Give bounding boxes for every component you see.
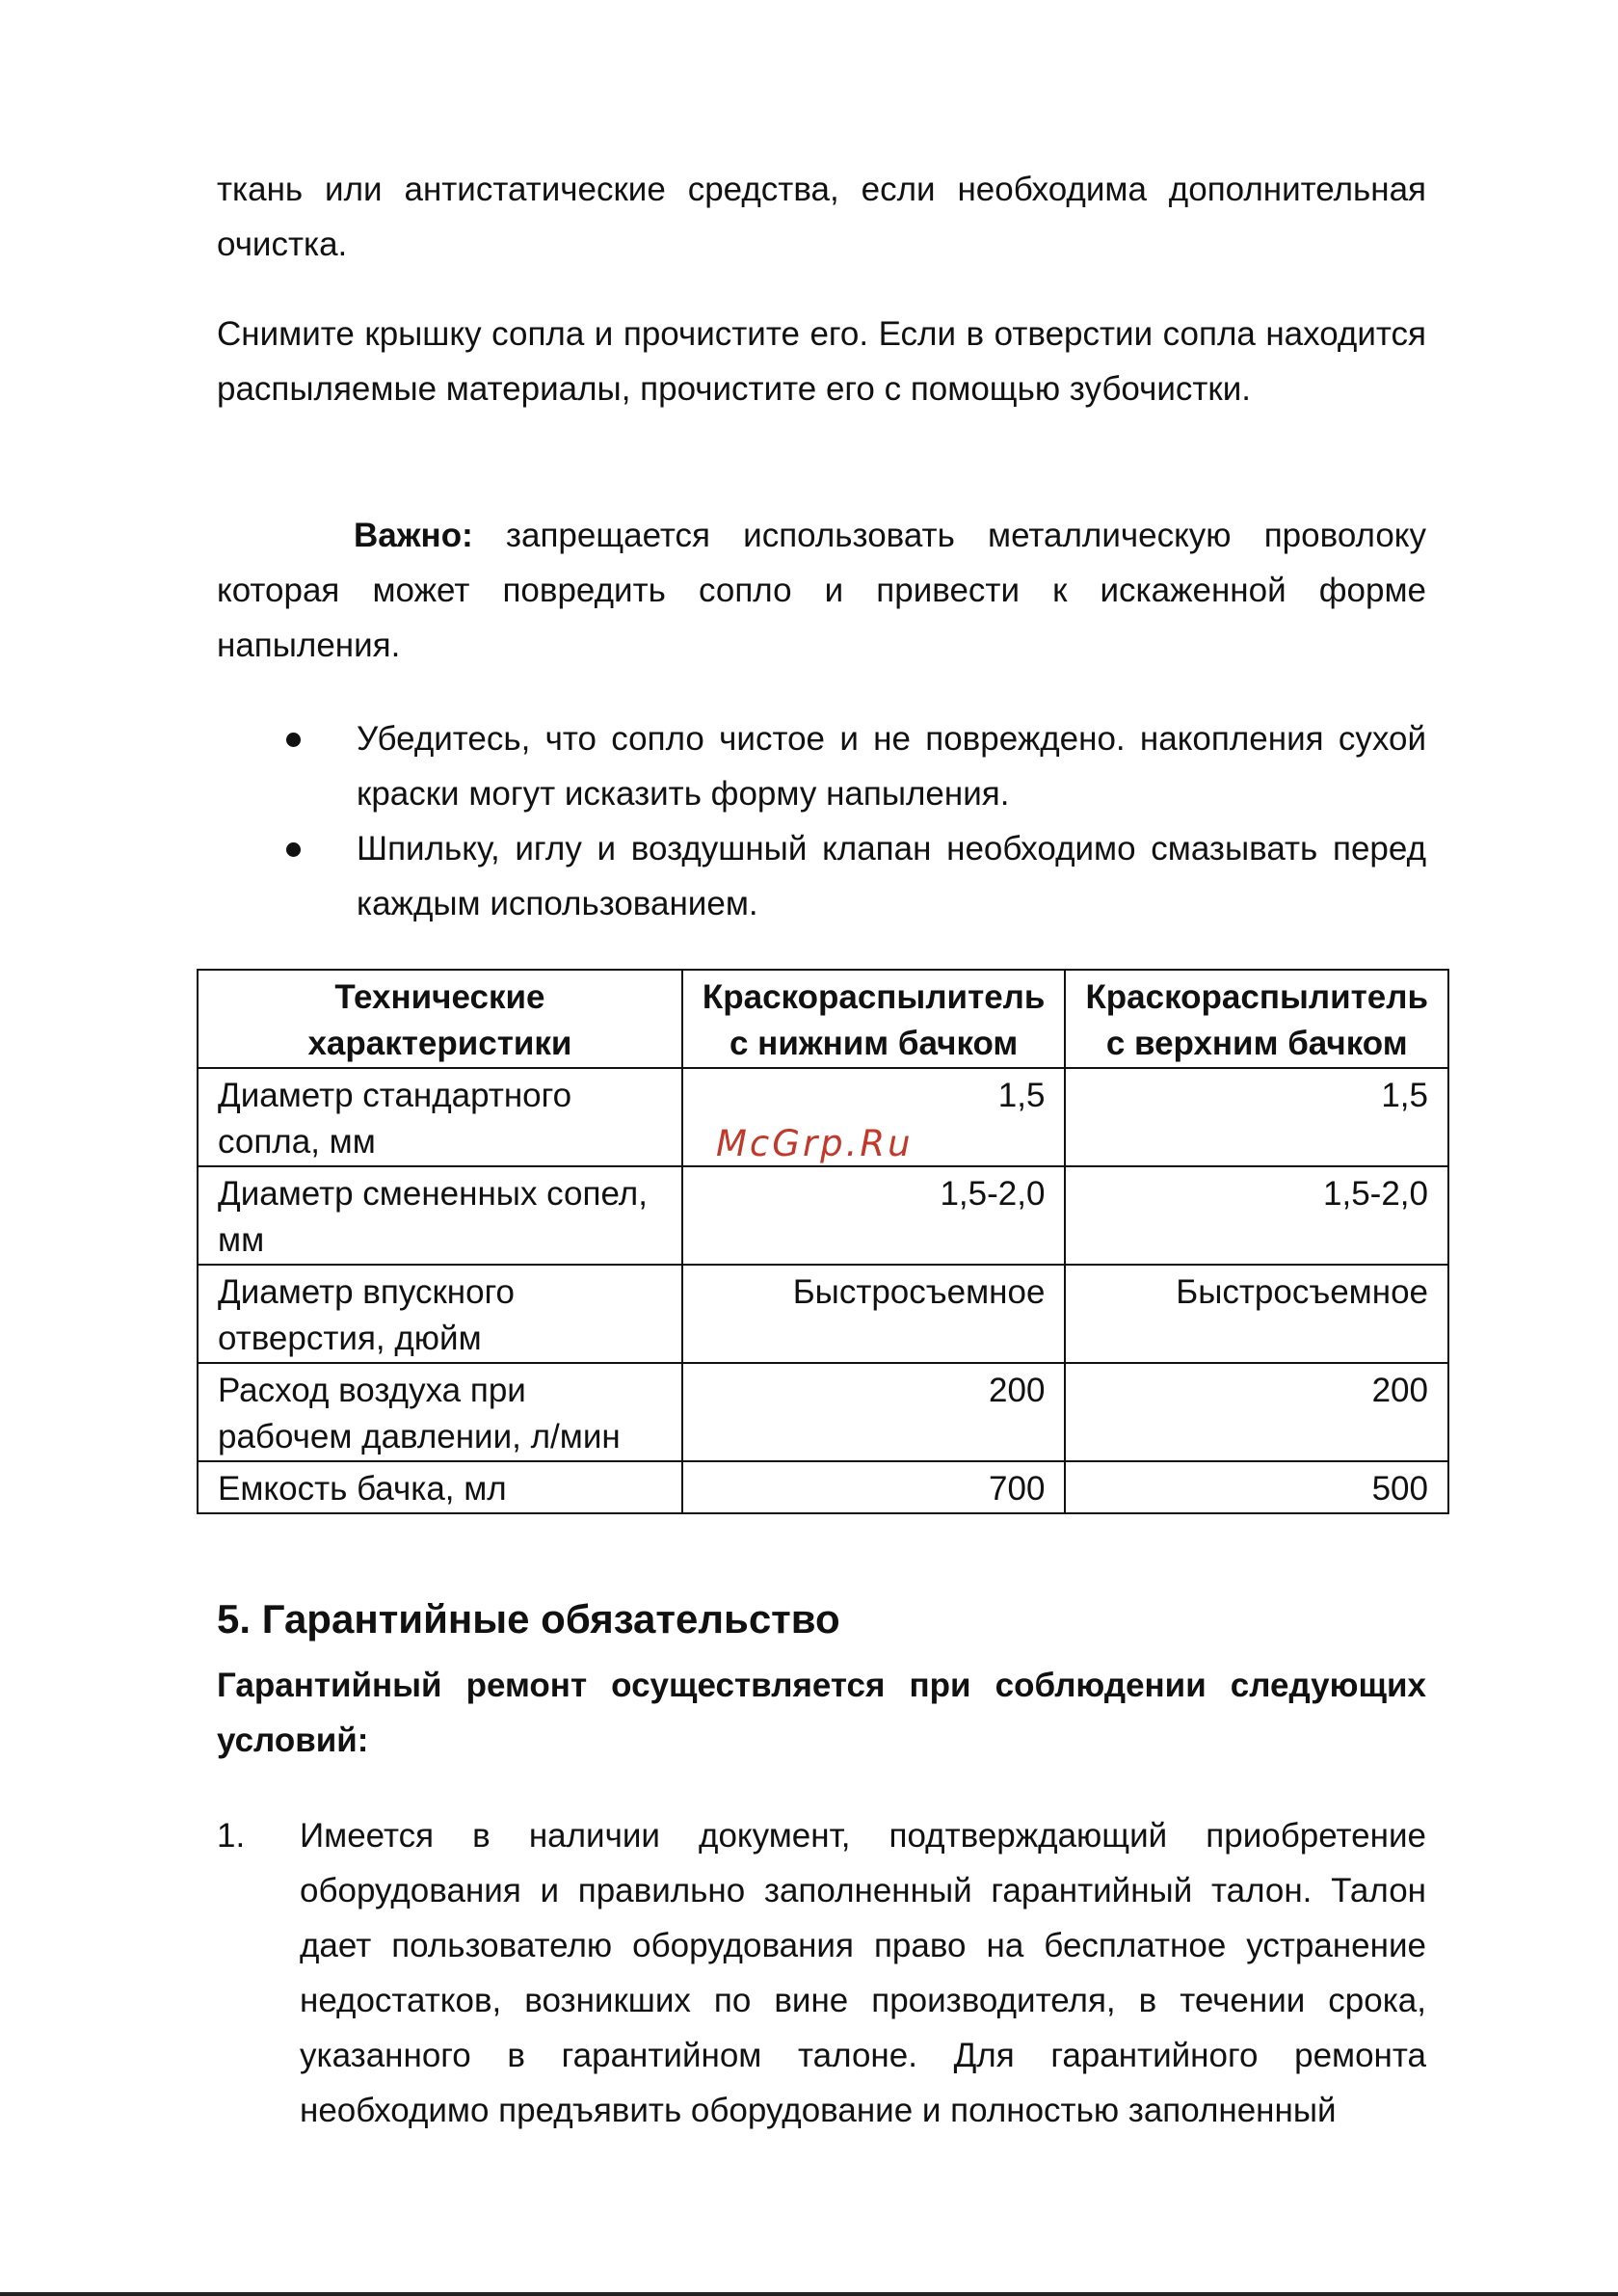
table-row [198, 1363, 1448, 1461]
table-cell-value: 1,5 [682, 1068, 1066, 1166]
paragraph-important [217, 508, 1426, 673]
section-heading: 5. Гарантийные обязательство [217, 1596, 840, 1642]
table-cell-label: Емкость бачка, мл [198, 1461, 682, 1513]
specifications-table [197, 969, 1449, 1514]
list-item-number: 1. [217, 1817, 246, 1855]
list-item-text: Имеется в наличии документ, подтверждающий приобретение оборудования и правильно заполненный гарантийный талон. Талон дает пользователю оборудования право на бесплатное устранение недостатков, возникших по вине производителя, в течении срока, указанного в гарантийном талоне. Для гарантийного ремонта необходимо предъявить оборудование и полностью заполненный [300, 1817, 1426, 2129]
bullet-dot-icon [286, 733, 301, 747]
table-row [198, 1166, 1448, 1265]
paragraph-nozzle-cap: Снимите крышку сопла и прочистите его. Если в отверстии сопла находится распыляемые материалы, прочистите его с помощью зубочистки. [217, 315, 1426, 408]
bullet-dot-icon [286, 842, 301, 857]
bullet-text: Шпильку, иглу и воздушный клапан необходимо смазывать перед каждым использованием. [357, 830, 1426, 922]
table-cell-value: 1,5-2,0 [682, 1166, 1066, 1265]
bullet-text: Убедитесь, что сопло чистое и не повреждено. накопления сухой краски могут исказить форму напыления. [357, 720, 1426, 813]
table-header-cell: Краскораспылитель с верхним бачком [1065, 970, 1448, 1068]
conditions-list [217, 1808, 1426, 2138]
table-cell-label: Диаметр смененных сопел, мм [198, 1166, 682, 1265]
paragraph-cleaning-cloth: ткань или антистатические средства, если необходима дополнительная очистка. [217, 171, 1426, 263]
table-cell-label: Расход воздуха при рабочем давлении, л/мин [198, 1363, 682, 1461]
important-label: Важно: [354, 517, 473, 554]
section-subheading: Гарантийный ремонт осуществляется при соблюдении следующих условий: [217, 1667, 1426, 1759]
table-cell-value: Быстросъемное [1065, 1265, 1448, 1363]
table-cell-value: 200 [682, 1363, 1066, 1461]
table-cell-value: Быстросъемное [682, 1265, 1066, 1363]
list-item [217, 1808, 1426, 2138]
table-header-cell: Краскораспылитель с нижним бачком [682, 970, 1066, 1068]
table-cell-value: 500 [1065, 1461, 1448, 1513]
table-row [198, 1461, 1448, 1513]
table-cell-label: Диаметр впускного отверстия, дюйм [198, 1265, 682, 1363]
page-bottom-divider [0, 2292, 1618, 2296]
table-cell-value: 200 [1065, 1363, 1448, 1461]
watermark: McGrp.Ru [716, 1123, 914, 1164]
important-text: запрещается использовать металлическую проволоку которая может повредить сопло и привести к искаженной форме напыления. [217, 517, 1426, 664]
table-cell-label: Диаметр стандартного сопла, мм [198, 1068, 682, 1166]
bullet-list [217, 711, 1426, 931]
table-header-row [198, 970, 1448, 1068]
table-row [198, 1265, 1448, 1363]
table-header-cell: Технические характеристики [198, 970, 682, 1068]
table-cell-value: 1,5-2,0 [1065, 1166, 1448, 1265]
bullet-item [217, 821, 1426, 931]
table-cell-value: 700 [682, 1461, 1066, 1513]
bullet-item [217, 711, 1426, 821]
table-cell-value: 1,5 [1065, 1068, 1448, 1166]
